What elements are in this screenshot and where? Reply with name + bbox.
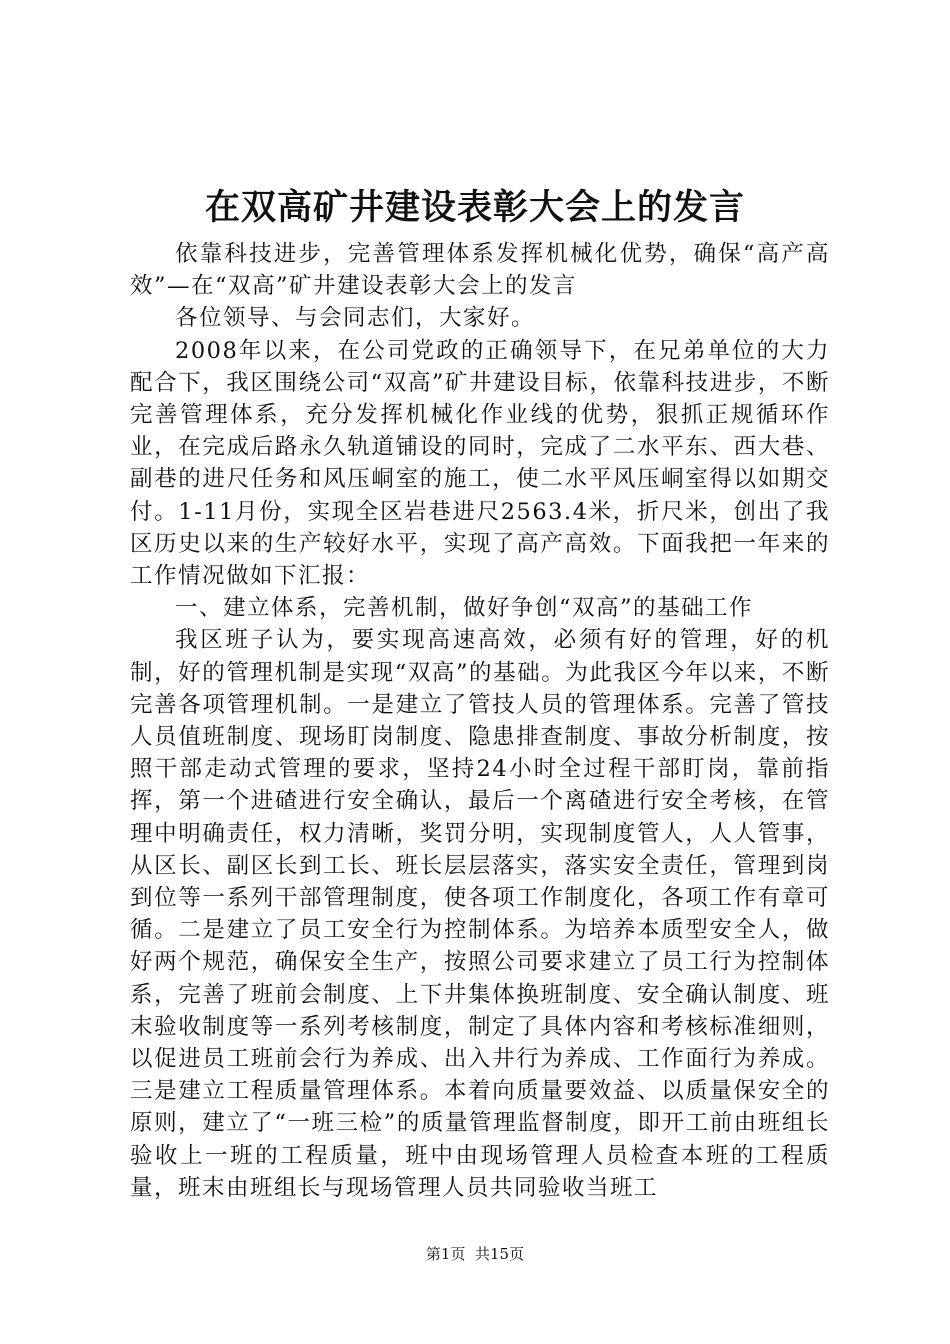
page-total: 共15页 <box>475 1245 525 1263</box>
document-title: 在双高矿井建设表彰大会上的发言 <box>204 187 745 228</box>
paragraph-subtitle: 依靠科技进步，完善管理体系发挥机械化优势，确保“高产高效”—在“双高”矿井建设表彰大会上的发言 <box>130 241 830 300</box>
document-body <box>130 238 830 1204</box>
paragraph-section-1-body: 我区班子认为，要实现高速高效，必须有好的管理，好的机制，好的管理机制是实现“双高”的基础。为此我区今年以来，不断完善各项管理机制。一是建立了管技人员的管理体系。完善了管技人员值班制度、现场盯岗制度、隐患排查制度、事故分析制度，按照干部走动式管理的要求，坚持24小时全过程干部盯岗，靠前指挥，第一个进碴进行安全确认，最后一个离碴进行安全考核，在管理中明确责任，权力清晰，奖罚分明，实现制度管人，人人管事，从区长、副区长到工长、班长层层落实，落实安全责任，管理到岗到位等一系列干部管理制度，使各项工作制度化，各项工作有章可循。二是建立了员工安全行为控制体系。为培养本质型安全人，做好两个规范，确保安全生产，按照公司要求建立了员工行为控制体系，完善了班前会制度、上下井集体换班制度、安全确认制度、班末验收制度等一系列考核制度，制定了具体内容和考核标准细则，以促进员工班前会行为养成、出入井行为养成、工作面行为养成。三是建立工程质量管理体系。本着向质量要效益、以质量保安全的原则，建立了“一班三检”的质量管理监督制度，即开工前由班组长验收上一班的工程质量，班中由现场管理人员检查本班的工程质量，班末由班组长与现场管理人员共同验收当班工 <box>130 627 830 1201</box>
paragraph-greeting: 各位领导、与会同志们，大家好。 <box>175 305 536 332</box>
paragraph-summary: 2008年以来，在公司党政的正确领导下，在兄弟单位的大力配合下，我区围绕公司“双高”矿井建设目标，依靠科技进步，不断完善管理体系，充分发挥机械化作业线的优势，狠抓正规循环作业，在完成后路永久轨道铺设的同时，完成了二水平东、西大巷、副巷的进尺任务和风压峒室的施工，使二水平风压峒室得以如期交付。1-11月份，实现全区岩巷进尺2563.4米，折尺米，创出了我区历史以来的生产较好水平，实现了高产高效。下面我把一年来的工作情况做如下汇报： <box>130 337 830 590</box>
page-footer <box>0 1244 950 1264</box>
page-number: 第1页 <box>425 1245 466 1263</box>
section-heading-1: 一、建立体系，完善机制，做好争创“双高”的基础工作 <box>175 595 754 622</box>
